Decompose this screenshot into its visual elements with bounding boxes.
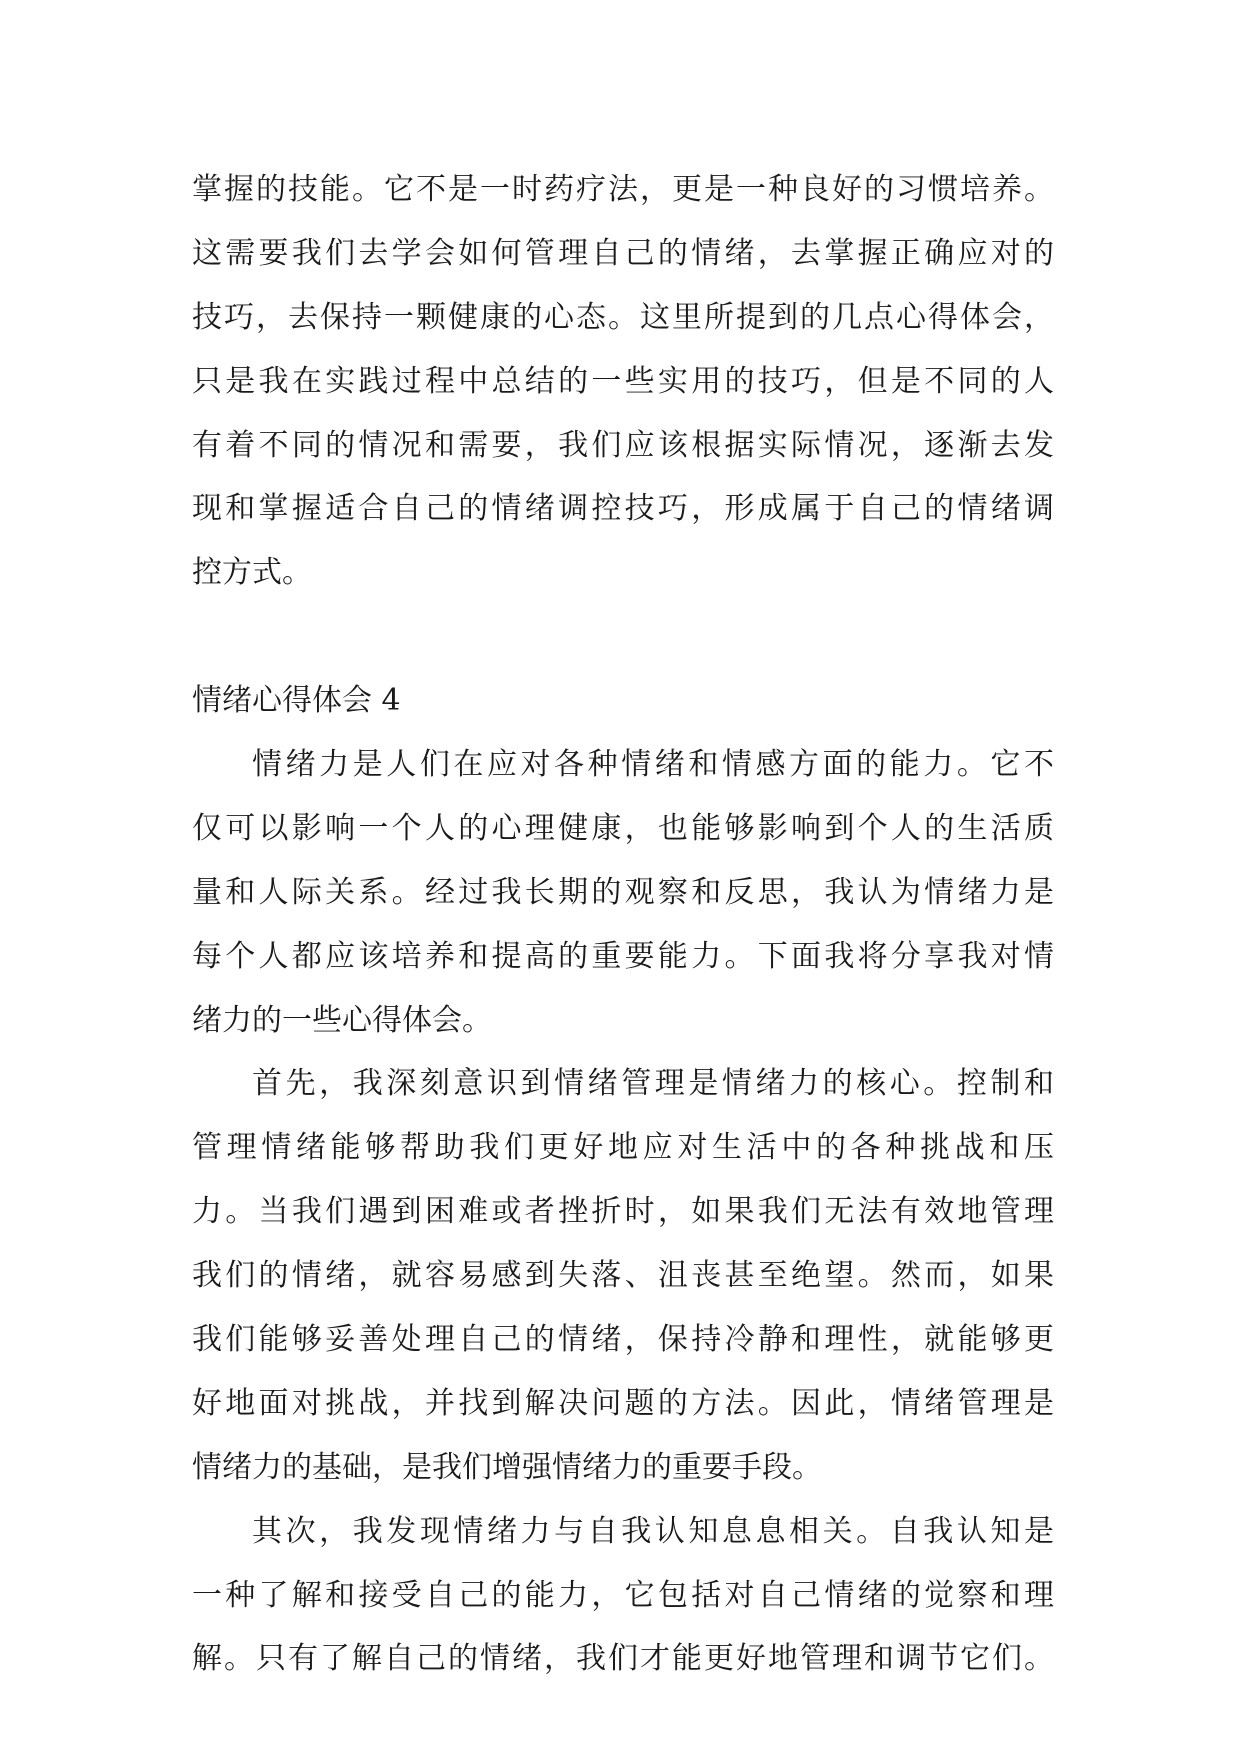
paragraph-1 — [192, 733, 1054, 1052]
text-line: 力。当我们遇到困难或者挫折时，如果我们无法有效地管理 — [192, 1194, 1054, 1230]
text-line: 好地面对挑战，并找到解决问题的方法。因此，情绪管理是 — [192, 1385, 1054, 1421]
text-line: 这需要我们去学会如何管理自己的情绪，去掌握正确应对的 — [192, 235, 1054, 271]
text-line: 管理情绪能够帮助我们更好地应对生活中的各种挑战和压 — [192, 1130, 1054, 1166]
text-line: 有着不同的情况和需要，我们应该根据实际情况，逐渐去发 — [192, 427, 1054, 463]
text-line: 绪力的一些心得体会。 — [192, 1002, 492, 1038]
text-line: 只是我在实践过程中总结的一些实用的技巧，但是不同的人 — [192, 363, 1054, 399]
section-gap — [192, 605, 1054, 669]
text-line: 情绪力的基础，是我们增强情绪力的重要手段。 — [192, 1449, 822, 1485]
text-line: 我们能够妥善处理自己的情绪，保持冷静和理性，就能够更 — [192, 1322, 1054, 1358]
paragraph-2 — [192, 1052, 1054, 1499]
paragraph-3 — [192, 1500, 1054, 1692]
text-line: 情绪力是人们在应对各种情绪和情感方面的能力。它不 — [252, 747, 1054, 783]
text-line: 技巧，去保持一颗健康的心态。这里所提到的几点心得体会， — [192, 299, 1054, 335]
text-line: 量和人际关系。经过我长期的观察和反思，我认为情绪力是 — [192, 874, 1054, 910]
text-line: 每个人都应该培养和提高的重要能力。下面我将分享我对情 — [192, 938, 1054, 974]
text-line: 我们的情绪，就容易感到失落、沮丧甚至绝望。然而，如果 — [192, 1258, 1054, 1294]
text-line: 掌握的技能。它不是一时药疗法，更是一种良好的习惯培养。 — [192, 172, 1054, 207]
section-title: 情绪心得体会 4 — [192, 683, 401, 719]
text-line: 控方式。 — [192, 555, 312, 591]
text-line: 一种了解和接受自己的能力，它包括对自己情绪的觉察和理 — [192, 1577, 1054, 1613]
text-line: 现和掌握适合自己的情绪调控技巧，形成属于自己的情绪调 — [192, 491, 1054, 527]
text-line: 解。只有了解自己的情绪，我们才能更好地管理和调节它们。 — [192, 1641, 1054, 1677]
text-line: 其次，我发现情绪力与自我认知息息相关。自我认知是 — [252, 1513, 1054, 1549]
text-line: 首先，我深刻意识到情绪管理是情绪力的核心。控制和 — [252, 1066, 1054, 1102]
document-body — [192, 158, 1054, 1691]
intro-paragraph — [192, 158, 1054, 605]
text-line: 仅可以影响一个人的心理健康，也能够影响到个人的生活质 — [192, 810, 1054, 846]
